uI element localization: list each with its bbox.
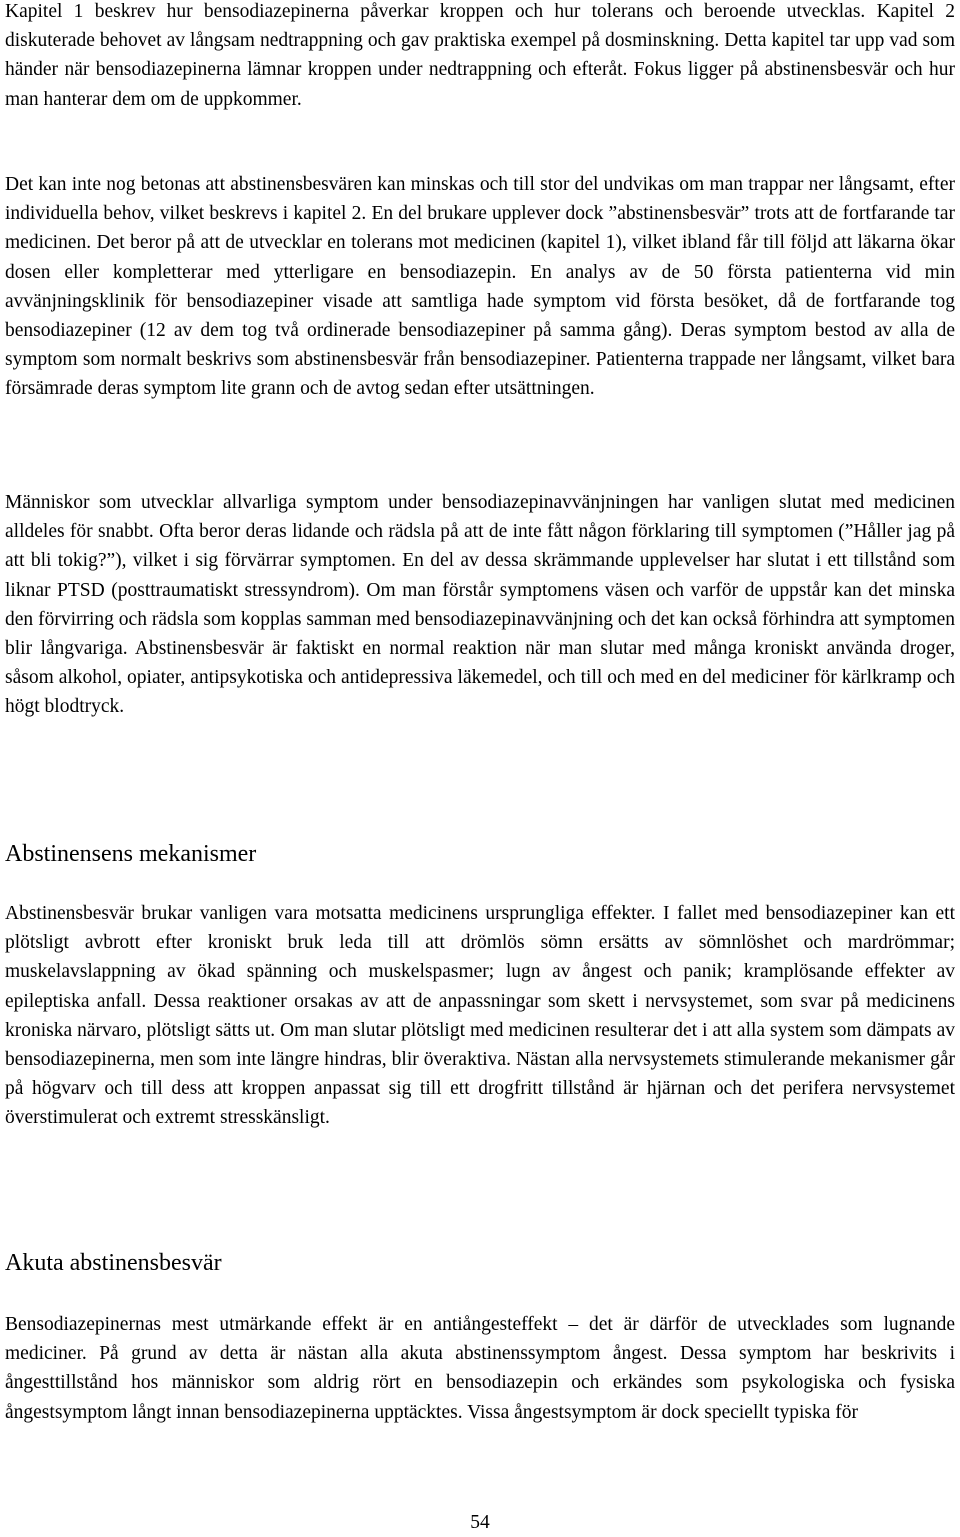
section-heading-mechanisms: Abstinensens mekanismer — [5, 841, 257, 867]
paragraph-severe-symptoms: Människor som utvecklar allvarliga symptom under bensodiazepinavvänjningen har vanligen slutat med medicinen alldeles för snabbt. Ofta beror deras lidande och rädsla på att de inte fått någon förklaring till symptomen (”Håller jag på att bli tokig?”), vilket i sig förvärrar symptomen. En del av dessa skrämmande upplevelser har slutat i ett tillstånd som liknar PTSD (posttraumatiskt stressyndrom). Om man förstår symptomens väsen och varför de uppstår kan det minska den förvirring och rädsla som kopplas samman med bensodiazepinavvänjning och det kan också förhindra att symptomen blir långvariga. Abstinensbesvär är faktiskt en normal reaktion när man slutar med många kroniskt använda droger, såsom alkohol, opiater, antipsykotiska och antidepressiva läkemedel, och till och med en del mediciner för kärlkramp och högt blodtryck. — [5, 492, 955, 718]
paragraph-intro: Kapitel 1 beskrev hur bensodiazepinerna påverkar kroppen och hur tolerans och beroende utvecklas. Kapitel 2 diskuterade behovet av långsam nedtrappning och gav praktiska exempel på dosminskning. Detta kapitel tar upp vad som händer när bensodiazepinerna lämnar kroppen under nedtrappning och efteråt. Fokus ligger på abstinensbesvär och hur man hanterar dem om de uppkommer. — [5, 1, 955, 110]
paragraph-mechanisms: Abstinensbesvär brukar vanligen vara motsatta medicinens ursprungliga effekter. I fallet med bensodiazepiner kan ett plötsligt avbrott efter kroniskt bruk leda till att drömlös sömn ersätts av sömnlöshet och mardrömmar; muskelavslappning av ökad spänning och muskelspasmer; lugn av ångest och panik; kramplösande effekter av epileptiska anfall. Dessa reaktioner orsakas av att de anpassningar som skett i nervsystemet, som svar på medicinens kroniska närvaro, plötsligt sätts ut. Om man slutar plötsligt med medicinen resulterar det i att alla system som dämpats av bensodiazepinerna, men som inte längre hindras, blir överaktiva. Nästan alla nervsystemets stimulerande mekanismer går på högvarv och till dess att kroppen anpassat sig till ett drogfritt tillstånd är hjärnan och det perifera nervsystemet överstimulerat och extremt stresskänsligt. — [5, 903, 955, 1129]
paragraph-acute: Bensodiazepinernas mest utmärkande effekt är en antiångesteffekt – det är därför de utvecklades som lugnande mediciner. På grund av detta är nästan alla akuta abstinenssymptom ångest. Dessa symptom har beskrivits i ångesttillstånd hos människor som aldrig rört en bensodiazepin och erkändes som psykologiska och fysiska ångestsymptom långt innan bensodiazepinerna upptäcktes. Vissa ångestsymptom är dock speciellt typiska för — [5, 1314, 955, 1423]
section-heading-acute: Akuta abstinensbesvär — [5, 1250, 222, 1276]
page-number: 54 — [470, 1512, 490, 1533]
paragraph-tolerance: Det kan inte nog betonas att abstinensbesvären kan minskas och till stor del undvikas om man trappar ner långsamt, efter individuella behov, vilket beskrevs i kapitel 2. En del brukare upplever dock ”abstinensbesvär” trots att de fortfarande tar medicinen. Det beror på att de utvecklar en tolerans mot medicinen (kapitel 1), vilket ibland får till följd att läkarna ökar dosen eller kompletterar med ytterligare en bensodiazepin. En analys av de 50 första patienterna vid min avvänjningsklinik för bensodiazepiner visade att samtliga hade symptom vid första besöket, då de fortfarande tog bensodiazepiner (12 av dem tog två ordinerade bensodiazepiner på samma gång). Deras symptom bestod av alla de symptom som normalt beskrivs som abstinensbesvär från bensodiazepiner. Patienterna trappade ner långsamt, vilket bara försämrade deras symptom lite grann och de avtog sedan efter utsättningen. — [5, 174, 955, 400]
